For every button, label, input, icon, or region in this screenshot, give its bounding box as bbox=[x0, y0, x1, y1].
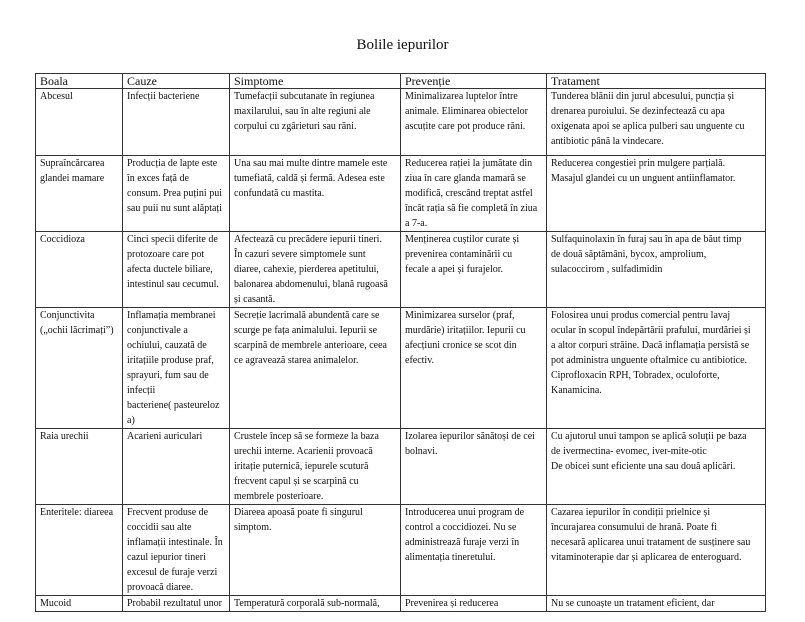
cell-line: ziua în care glanda mamară se bbox=[405, 173, 526, 184]
cell-line: Frecvent produse de bbox=[127, 507, 209, 518]
cell-line: bacteriene( pasteureloz bbox=[127, 400, 220, 411]
cell-line: simptom. bbox=[234, 522, 272, 533]
table-header-row bbox=[36, 74, 766, 89]
cell-line: coccidii sau alte bbox=[127, 522, 192, 533]
cell-line: bolnavi. bbox=[405, 446, 438, 457]
cell-line: Producția de lapte este bbox=[127, 158, 218, 169]
cell-line: Raia urechii bbox=[40, 431, 89, 442]
cell-treatment bbox=[547, 429, 766, 505]
cell-line: Sulfaquinolaxin în furaj sau în apa de băut timp bbox=[551, 234, 742, 245]
cell-line: Tumefacții subcutanate în regiunea bbox=[234, 91, 375, 102]
cell-line: ce agravează starea animalelor. bbox=[234, 355, 359, 366]
cell-line: inflamații intestinale. În bbox=[127, 537, 223, 548]
cell-line: Inflamația membranei bbox=[127, 310, 216, 321]
cell-line: afecta ductele biliare, bbox=[127, 264, 213, 275]
cell-line: iritațiile produse praf, bbox=[127, 355, 214, 366]
cell-line: fecale a apei și furajelor. bbox=[405, 264, 503, 275]
cell-line: Reducerea congestiei prin mulgere parțială. bbox=[551, 158, 726, 169]
cell-line: Supraîncărcarea bbox=[40, 158, 105, 169]
cell-line: a) bbox=[127, 415, 135, 426]
cell-line: Cazarea iepurilor în condiții prielnice și bbox=[551, 507, 711, 518]
cell-prevention bbox=[401, 89, 547, 156]
cell-line: ochiului, cauzată de bbox=[127, 340, 207, 351]
cell-line: glandei mamare bbox=[40, 173, 105, 184]
cell-causes bbox=[123, 308, 230, 429]
cell-line: Prevenirea și reducerea bbox=[405, 598, 499, 609]
cell-causes bbox=[123, 232, 230, 308]
cell-symptoms bbox=[230, 596, 401, 612]
cell-line: infecții bbox=[127, 385, 156, 396]
cell-symptoms bbox=[230, 156, 401, 232]
cell-line: Temperatură corporală sub-normală, bbox=[234, 598, 380, 609]
cell-line: Probabil rezultatul unor bbox=[127, 598, 222, 609]
cell-line: Tunderea blănii din jurul abcesului, puncția și bbox=[551, 91, 735, 102]
cell-line: afecțiuni cronice se scot din bbox=[405, 340, 517, 351]
cell-line: prevenirea contaminării cu bbox=[405, 249, 513, 260]
cell-line: ocular în scopul îndepărtării prafului, murdăriei și bbox=[551, 325, 751, 336]
cell-line: Masajul glandei cu un unguent antiinflamator. bbox=[551, 173, 736, 184]
cell-treatment bbox=[547, 505, 766, 596]
cell-disease bbox=[36, 89, 123, 156]
cell-causes bbox=[123, 429, 230, 505]
table-row bbox=[36, 596, 766, 612]
cell-causes bbox=[123, 505, 230, 596]
cell-line: Secreție lacrimală abundentă care se bbox=[234, 310, 380, 321]
cell-line: vitaminoterapie dar și aplicarea de enteroguard. bbox=[551, 552, 742, 563]
cell-line: Introducerea unui program de bbox=[405, 507, 525, 518]
cell-line: modifică, crescând treptat astfel bbox=[405, 188, 533, 199]
cell-line: urechii interne. Acarienii provoacă bbox=[234, 446, 373, 457]
cell-causes bbox=[123, 596, 230, 612]
cell-line: consum. Prea puțini pui bbox=[127, 188, 222, 199]
cell-line: membrele posterioare. bbox=[234, 491, 324, 502]
cell-line: și casantă. bbox=[234, 294, 276, 305]
cell-line: conjunctivale a bbox=[127, 325, 188, 336]
cell-line: Cu ajutorul unui tampon se aplică soluții pe baza bbox=[551, 431, 747, 442]
cell-line: Conjunctivita bbox=[40, 310, 95, 321]
cell-line: intestinul sau cecumul. bbox=[127, 279, 219, 290]
cell-line: antibiotic până la vindecare. bbox=[551, 136, 664, 147]
table-row bbox=[36, 429, 766, 505]
cell-disease bbox=[36, 505, 123, 596]
cell-line: Afectează cu precădere iepurii tineri. bbox=[234, 234, 382, 245]
cell-line: balonarea abdomenului, blană rugoasă bbox=[234, 279, 388, 290]
cell-line: a 7-a. bbox=[405, 218, 428, 229]
header-prevention: Prevenție bbox=[401, 74, 547, 89]
cell-line: încurajarea consumului de hrană. Poate fi bbox=[551, 522, 718, 533]
cell-line: control a coccidiozei. Nu se bbox=[405, 522, 517, 533]
cell-line: În cazuri severe simptomele sunt bbox=[234, 249, 366, 260]
cell-symptoms bbox=[230, 308, 401, 429]
cell-disease bbox=[36, 232, 123, 308]
cell-line: drenarea puroiului. Se dezinfectează cu apa bbox=[551, 106, 725, 117]
cell-line: De obicei sunt eficiente una sau două aplicări. bbox=[551, 461, 736, 472]
cell-line: Diareea apoasă poate fi singurul bbox=[234, 507, 363, 518]
cell-line: („ochii lăcrimați”) bbox=[40, 325, 114, 336]
cell-line: Minimalizarea luptelor între bbox=[405, 91, 518, 102]
cell-prevention bbox=[401, 156, 547, 232]
cell-line: maxilarului, sau în alte regiuni ale bbox=[234, 106, 371, 117]
cell-line: sprayuri, fum sau de bbox=[127, 370, 209, 381]
cell-line: Coccidioza bbox=[40, 234, 85, 245]
cell-line: confundată cu mastita. bbox=[234, 188, 325, 199]
cell-line: ascuțite care pot produce răni. bbox=[405, 121, 526, 132]
cell-line: Crustele încep să se formeze la baza bbox=[234, 431, 379, 442]
cell-treatment bbox=[547, 308, 766, 429]
cell-line: Mucoid bbox=[40, 598, 72, 609]
table-row bbox=[36, 232, 766, 308]
cell-line: efectiv. bbox=[405, 355, 435, 366]
cell-causes bbox=[123, 156, 230, 232]
cell-line: scarpină de membrele anterioare, ceea bbox=[234, 340, 387, 351]
cell-line: provoacă diaree. bbox=[127, 582, 194, 593]
cell-line: Abcesul bbox=[40, 91, 73, 102]
cell-line: a altor corpuri străine. Dacă inflamația persistă se bbox=[551, 340, 750, 351]
cell-line: tumefiată, caldă și fermă. Adesea este bbox=[234, 173, 385, 184]
cell-line: scurge pe fața animalului. Iepurii se bbox=[234, 325, 378, 336]
header-causes: Cauze bbox=[123, 74, 230, 89]
cell-line: excesul de furaje verzi bbox=[127, 567, 218, 578]
diseases-table bbox=[35, 73, 766, 612]
cell-line: oxigenata apoi se aplica pulberi sau unguente cu bbox=[551, 121, 745, 132]
table-row bbox=[36, 89, 766, 156]
cell-disease bbox=[36, 156, 123, 232]
cell-line: Ciprofloxacin RPH, Tobradex, oculoforte, bbox=[551, 370, 720, 381]
cell-line: animale. Eliminarea obiectelor bbox=[405, 106, 528, 117]
cell-treatment bbox=[547, 596, 766, 612]
cell-symptoms bbox=[230, 232, 401, 308]
table-row bbox=[36, 156, 766, 232]
cell-line: Infecții bacteriene bbox=[127, 91, 200, 102]
cell-disease bbox=[36, 308, 123, 429]
cell-line: Enteritele: diareea bbox=[40, 507, 114, 518]
cell-line: Acarieni auriculari bbox=[127, 431, 203, 442]
cell-causes bbox=[123, 89, 230, 156]
cell-line: de ivermectina- evomec, iver-mite-otic bbox=[551, 446, 707, 457]
cell-line: corpului cu zgârieturi sau răni. bbox=[234, 121, 357, 132]
cell-line: Reducerea rației la jumătate din bbox=[405, 158, 533, 169]
cell-line: pot administra unguente oftalmice cu antibiotice. bbox=[551, 355, 748, 366]
cell-line: încât rația să fie completă în ziua bbox=[405, 203, 538, 214]
cell-line: Minimizarea surselor (praf, bbox=[405, 310, 515, 321]
cell-line: sulacoccirom , sulfadimidin bbox=[551, 264, 663, 275]
cell-line: Kanamicina. bbox=[551, 385, 602, 396]
cell-treatment bbox=[547, 232, 766, 308]
table-row bbox=[36, 308, 766, 429]
cell-line: sau puii nu sunt alăptați bbox=[127, 203, 222, 214]
cell-line: necesară aplicarea unui tratament de susținere sau bbox=[551, 537, 751, 548]
cell-line: în exces față de bbox=[127, 173, 189, 184]
cell-line: frecvent capul și se scarpină cu bbox=[234, 476, 359, 487]
cell-line: administrează furaje verzi în bbox=[405, 537, 520, 548]
cell-line: Nu se cunoaște un tratament eficient, dar bbox=[551, 598, 715, 609]
cell-symptoms bbox=[230, 429, 401, 505]
table-row bbox=[36, 505, 766, 596]
cell-line: Una sau mai multe dintre mamele este bbox=[234, 158, 388, 169]
cell-line: de două săptămâni, bycox, amprolium, bbox=[551, 249, 707, 260]
cell-line: iritație puternică, iepurele scutură bbox=[234, 461, 369, 472]
cell-prevention bbox=[401, 505, 547, 596]
cell-prevention bbox=[401, 308, 547, 429]
cell-line: Cinci specii diferite de bbox=[127, 234, 218, 245]
cell-line: Menținerea cuștilor curate și bbox=[405, 234, 520, 245]
cell-line: alimentația tineretului. bbox=[405, 552, 496, 563]
header-treatment: Tratament bbox=[547, 74, 766, 89]
cell-line: Folosirea unui produs comercial pentru lavaj bbox=[551, 310, 731, 321]
cell-symptoms bbox=[230, 505, 401, 596]
document-title: Bolile iepurilor bbox=[356, 37, 449, 53]
cell-line: diaree, cahexie, pierderea apetitului, bbox=[234, 264, 379, 275]
header-disease: Boala bbox=[36, 74, 123, 89]
table-body bbox=[36, 89, 766, 612]
cell-treatment bbox=[547, 89, 766, 156]
cell-prevention bbox=[401, 429, 547, 505]
cell-prevention bbox=[401, 596, 547, 612]
cell-prevention bbox=[401, 232, 547, 308]
cell-disease bbox=[36, 596, 123, 612]
cell-line: Izolarea iepurilor sănătoși de cei bbox=[405, 431, 535, 442]
cell-symptoms bbox=[230, 89, 401, 156]
cell-line: protozoare care pot bbox=[127, 249, 205, 260]
cell-line: murdărie) iritațiilor. Iepurii cu bbox=[405, 325, 526, 336]
header-symptoms: Simptome bbox=[230, 74, 401, 89]
cell-disease bbox=[36, 429, 123, 505]
cell-treatment bbox=[547, 156, 766, 232]
cell-line: cazul iepurior tineri bbox=[127, 552, 206, 563]
